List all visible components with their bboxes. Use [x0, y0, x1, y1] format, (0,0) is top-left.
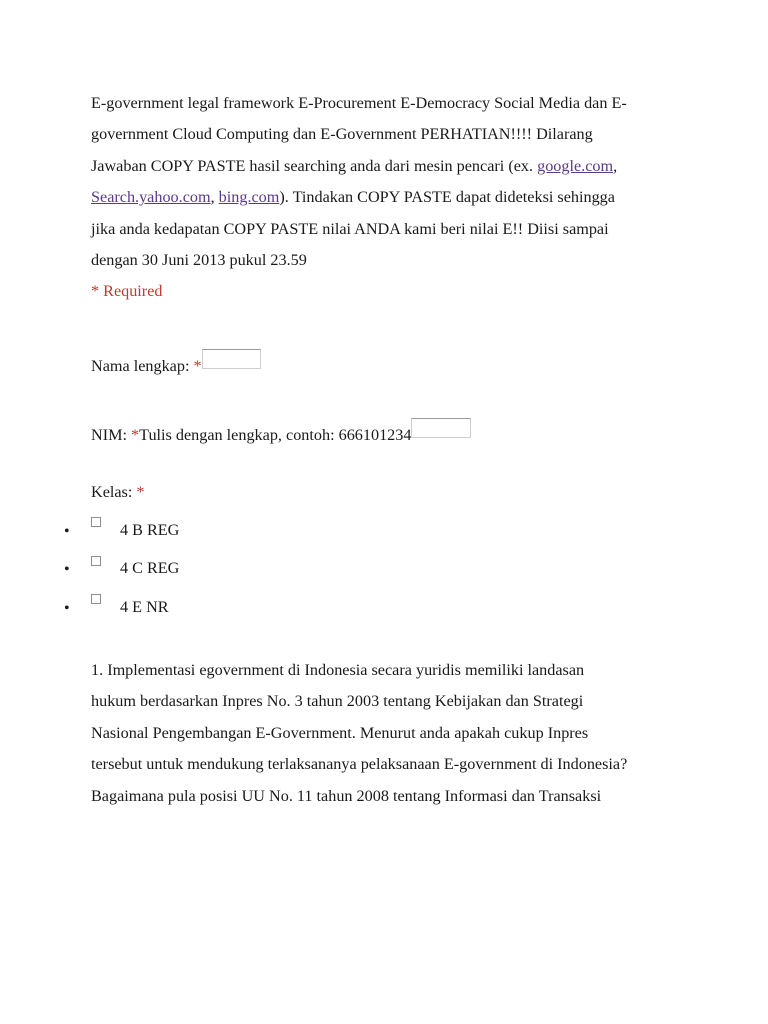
question-line: tersebut untuk mendukung terlaksananya pelaksanaan E-government di Indonesia?: [91, 755, 628, 774]
question-line: 1. Implementasi egovernment di Indonesia secara yuridis memiliki landasan: [91, 661, 585, 679]
intro-line: government Cloud Computing dan E-Government PERHATIAN!!!! Dilarang: [91, 125, 593, 144]
name-field-row: [91, 349, 261, 377]
nim-label: NIM:: [91, 426, 132, 444]
kelas-label: Kelas:: [91, 483, 137, 501]
nim-input[interactable]: [411, 418, 471, 438]
intro-text: ). Tindakan COPY PASTE dapat dideteksi sehingga: [279, 188, 615, 207]
kelas-field-row: [91, 481, 145, 503]
option-label: 4 B REG: [120, 521, 180, 539]
required-star: *: [193, 357, 202, 375]
intro-paragraph: [91, 88, 691, 276]
bullet-icon: •: [64, 600, 70, 617]
intro-text: ,: [210, 188, 219, 207]
required-note: * Required: [91, 282, 163, 300]
intro-line: jika anda kedapatan COPY PASTE nilai ANDA kami beri nilai E!! Diisi sampai: [91, 219, 609, 238]
checkbox-4c-reg[interactable]: [91, 556, 101, 566]
bullet-icon: •: [64, 561, 70, 578]
intro-line: [91, 151, 691, 182]
yahoo-link[interactable]: Search.yahoo.com: [91, 188, 211, 207]
name-label: Nama lengkap:: [91, 357, 194, 375]
intro-text: ,: [613, 156, 618, 175]
nim-hint: Tulis dengan lengkap, contoh: 666101234: [139, 426, 412, 444]
name-input[interactable]: [202, 349, 261, 369]
question-line: hukum berdasarkan Inpres No. 3 tahun 2003 tentang Kebijakan dan Strategi: [91, 692, 584, 711]
intro-line: [91, 182, 691, 213]
checkbox-4e-nr[interactable]: [91, 594, 101, 604]
checkbox-4b-reg[interactable]: [91, 517, 101, 527]
intro-line: E-government legal framework E-Procurement E-Democracy Social Media dan E-: [91, 94, 627, 112]
question-1: [91, 655, 681, 812]
bing-link[interactable]: bing.com: [218, 188, 280, 207]
question-line: Nasional Pengembangan E-Government. Menurut anda apakah cukup Inpres: [91, 723, 589, 742]
question-line: Bagaimana pula posisi UU No. 11 tahun 2008 tentang Informasi dan Transaksi: [91, 786, 602, 805]
intro-text: Jawaban COPY PASTE hasil searching anda dari mesin pencari (ex.: [91, 156, 538, 175]
bullet-icon: •: [64, 523, 70, 540]
required-star: *: [136, 483, 145, 501]
google-link[interactable]: google.com: [537, 156, 614, 175]
nim-field-row: [91, 418, 471, 446]
intro-line: dengan 30 Juni 2013 pukul 23.59: [91, 251, 307, 270]
required-star: *: [131, 426, 140, 444]
option-label: 4 E NR: [120, 598, 169, 616]
option-label: 4 C REG: [120, 559, 180, 577]
